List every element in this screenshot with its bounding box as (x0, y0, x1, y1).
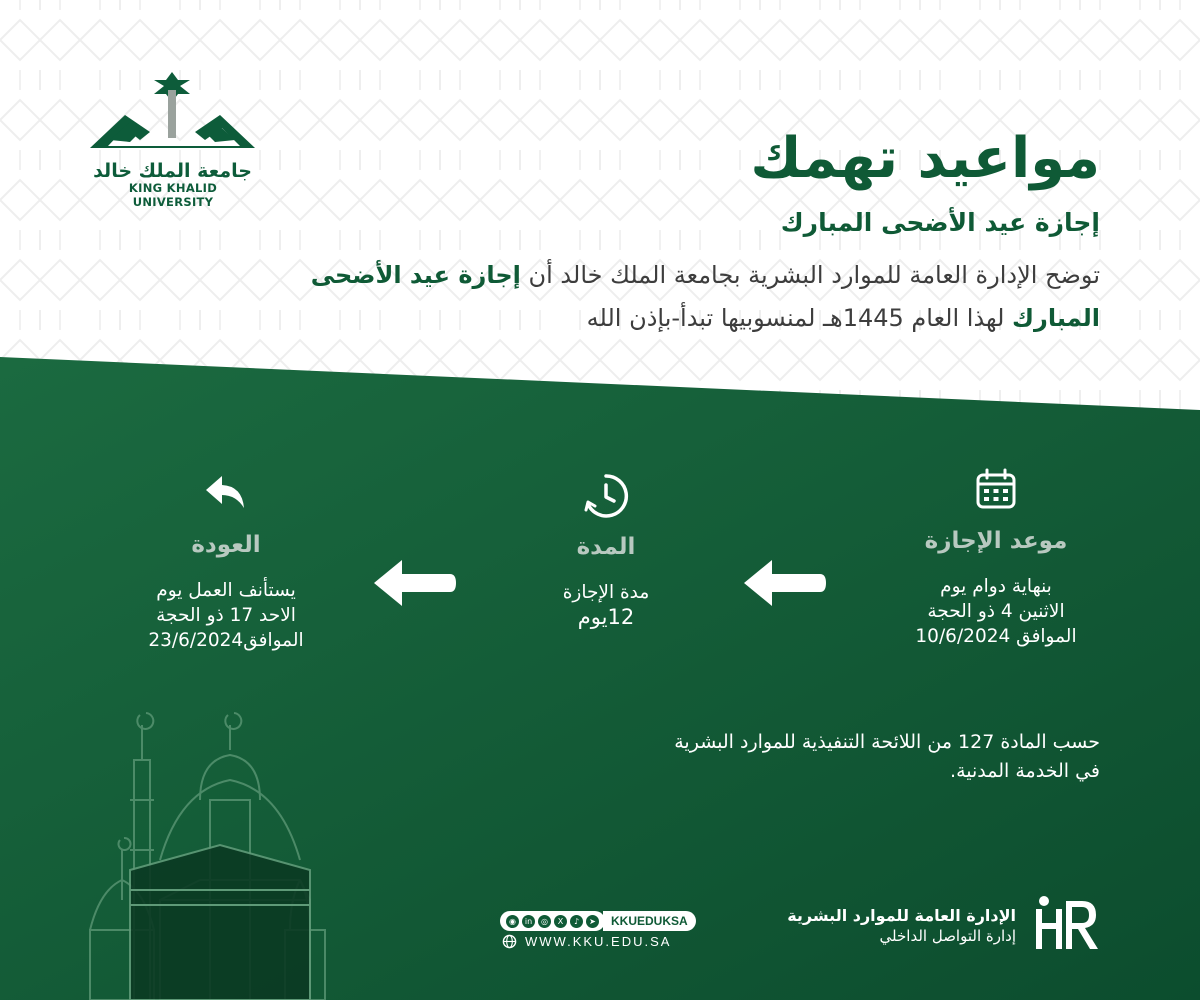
logo-english-name: KING KHALID UNIVERSITY (128, 181, 218, 209)
tiktok-icon[interactable]: ♪ (570, 915, 583, 928)
intro-paragraph (280, 254, 1100, 340)
duration-heading: المدة (576, 534, 636, 560)
intro-text-start: توضح الإدارة العامة للموارد البشرية بجامعة الملك خالد أن (520, 261, 1100, 289)
regulation-note (540, 728, 1100, 786)
logo-arabic-name: جامعة الملك خالد (93, 160, 252, 182)
return-details (86, 578, 366, 653)
clock-history-icon (582, 472, 630, 520)
start-heading: موعد الإجازة (924, 528, 1068, 554)
social-bar (500, 911, 696, 931)
flow-arrow-left (370, 556, 460, 610)
hr-logo (1030, 893, 1100, 953)
hr-department (787, 906, 1016, 945)
return-line-3: الموافق23/6/2024 (148, 630, 304, 651)
linkedin-icon[interactable]: in (522, 915, 535, 928)
start-line-2: الاثنين 4 ذو الحجة (927, 601, 1065, 622)
return-line-2: الاحد 17 ذو الحجة (156, 605, 296, 626)
duration-details (466, 580, 746, 630)
column-vacation-start (856, 466, 1136, 649)
intro-highlight: إجازة عيد الأضحى المبارك (310, 261, 1100, 332)
snapchat-icon[interactable]: ◉ (506, 915, 519, 928)
return-line-1: يستأنف العمل يوم (156, 580, 296, 601)
globe-icon (502, 934, 517, 949)
website-url[interactable]: WWW.KKU.EDU.SA (525, 934, 672, 949)
website-link[interactable] (502, 934, 671, 949)
note-line-2: في الخدمة المدنية. (950, 760, 1100, 782)
social-icons (500, 911, 605, 931)
return-heading: العودة (191, 532, 261, 558)
flow-arrow-right (740, 556, 830, 610)
social-handle[interactable]: KKUEDUKSA (603, 911, 696, 931)
calendar-icon (972, 466, 1020, 514)
hr-sub-dept: إدارة التواصل الداخلي (879, 927, 1016, 945)
page-title: مواعيد تهمك (750, 126, 1100, 191)
x-icon[interactable]: X (554, 915, 567, 928)
page-subtitle: إجازة عيد الأضحى المبارك (780, 208, 1100, 237)
start-details (856, 574, 1136, 649)
telegram-icon[interactable]: ➤ (586, 915, 599, 928)
column-duration (466, 472, 746, 630)
reply-arrow-icon (202, 470, 250, 518)
column-return (86, 470, 366, 653)
mosque-illustration (60, 700, 380, 1000)
duration-line-1: مدة الإجازة (562, 582, 650, 603)
intro-text-end: لهذا العام 1445هـ لمنسوبيها تبدأ-بإذن الله (586, 304, 1013, 332)
start-line-3: الموافق 10/6/2024 (915, 626, 1077, 647)
start-line-1: بنهاية دوام يوم (940, 576, 1052, 597)
note-line-1: حسب المادة 127 من اللائحة التنفيذية للموارد البشرية (674, 731, 1100, 753)
instagram-icon[interactable]: ◎ (538, 915, 551, 928)
duration-line-2: 12يوم (577, 605, 635, 629)
hr-dept-name: الإدارة العامة للموارد البشرية (787, 906, 1016, 925)
